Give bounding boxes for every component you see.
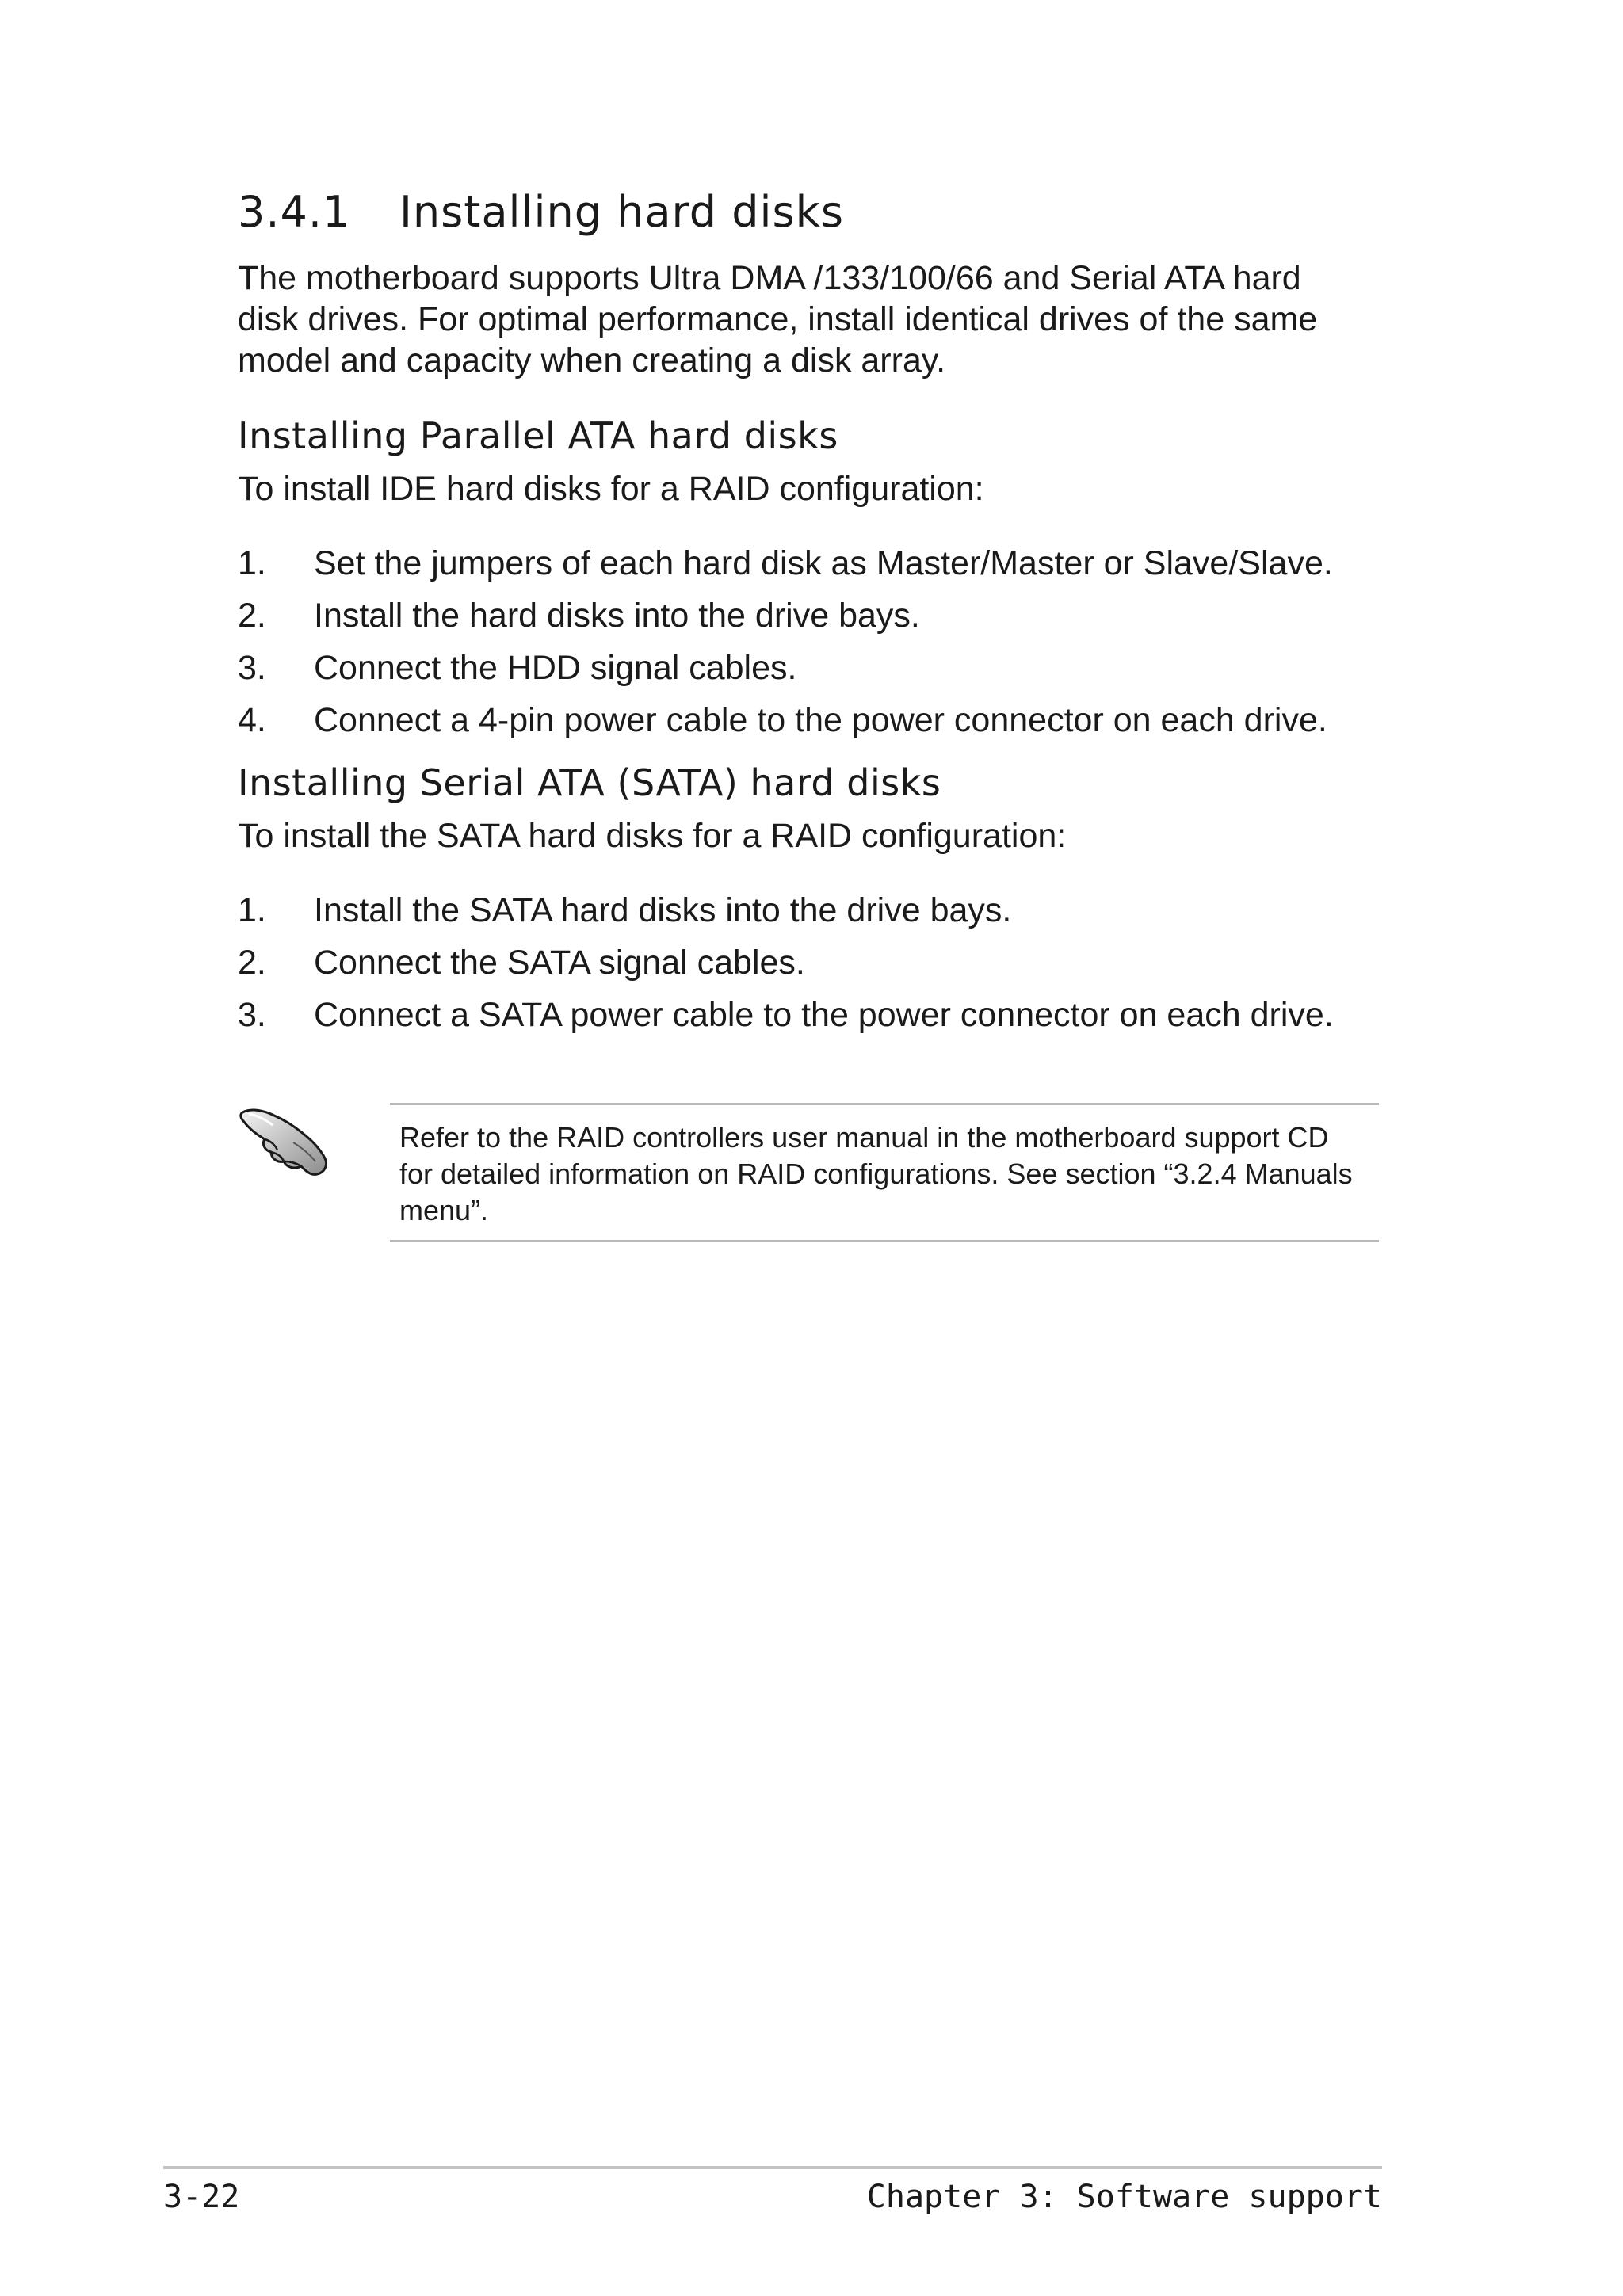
list-item <box>238 595 1379 636</box>
pointing-hand-icon <box>238 1103 331 1179</box>
step-number: 3. <box>238 996 266 1034</box>
step-text: Connect a SATA power cable to the power connector on each drive. <box>314 996 1334 1034</box>
list-item <box>238 543 1379 584</box>
page-content <box>238 187 1379 1047</box>
note-callout <box>238 1103 1379 1245</box>
step-number: 2. <box>238 944 266 982</box>
step-text: Connect the HDD signal cables. <box>314 649 797 687</box>
pata-steps <box>238 543 1379 741</box>
step-number: 1. <box>238 891 266 929</box>
list-item <box>238 700 1379 741</box>
step-text: Connect the SATA signal cables. <box>314 944 805 982</box>
list-item <box>238 890 1379 931</box>
pata-lead: To install IDE hard disks for a RAID configuration: <box>238 470 984 508</box>
list-item <box>238 942 1379 983</box>
step-number: 3. <box>238 649 266 687</box>
page-number: 3-22 <box>163 2179 240 2215</box>
chapter-title: Chapter 3: Software support <box>866 2179 1382 2215</box>
section-heading <box>238 187 1379 237</box>
step-text: Connect a 4-pin power cable to the power connector on each drive. <box>314 701 1327 739</box>
sata-lead: To install the SATA hard disks for a RAID configuration: <box>238 817 1067 855</box>
pata-heading: Installing Parallel ATA hard disks <box>238 414 838 457</box>
sata-steps <box>238 890 1379 1035</box>
step-number: 1. <box>238 544 266 582</box>
step-text: Set the jumpers of each hard disk as Master/Master or Slave/Slave. <box>314 544 1333 582</box>
list-item <box>238 994 1379 1035</box>
section-intro: The motherboard supports Ultra DMA /133/100/66 and Serial ATA hard disk drives. For optimal performance, install identical drives of the same model and capacity when creating a disk array. <box>238 259 1318 379</box>
step-text: Install the hard disks into the drive bays. <box>314 597 920 635</box>
note-text: Refer to the RAID controllers user manual in the motherboard support CD for detailed information on RAID configurations. See section “3.2.4 Manuals menu”. <box>399 1121 1353 1226</box>
note-box <box>390 1103 1379 1242</box>
section-number: 3.4.1 <box>238 187 351 237</box>
section-title: Installing hard disks <box>399 187 845 237</box>
step-number: 2. <box>238 597 266 635</box>
step-number: 4. <box>238 701 266 739</box>
sata-heading: Installing Serial ATA (SATA) hard disks <box>238 761 941 804</box>
step-text: Install the SATA hard disks into the drive bays. <box>314 891 1012 929</box>
list-item <box>238 647 1379 688</box>
page-footer <box>163 2166 1382 2217</box>
